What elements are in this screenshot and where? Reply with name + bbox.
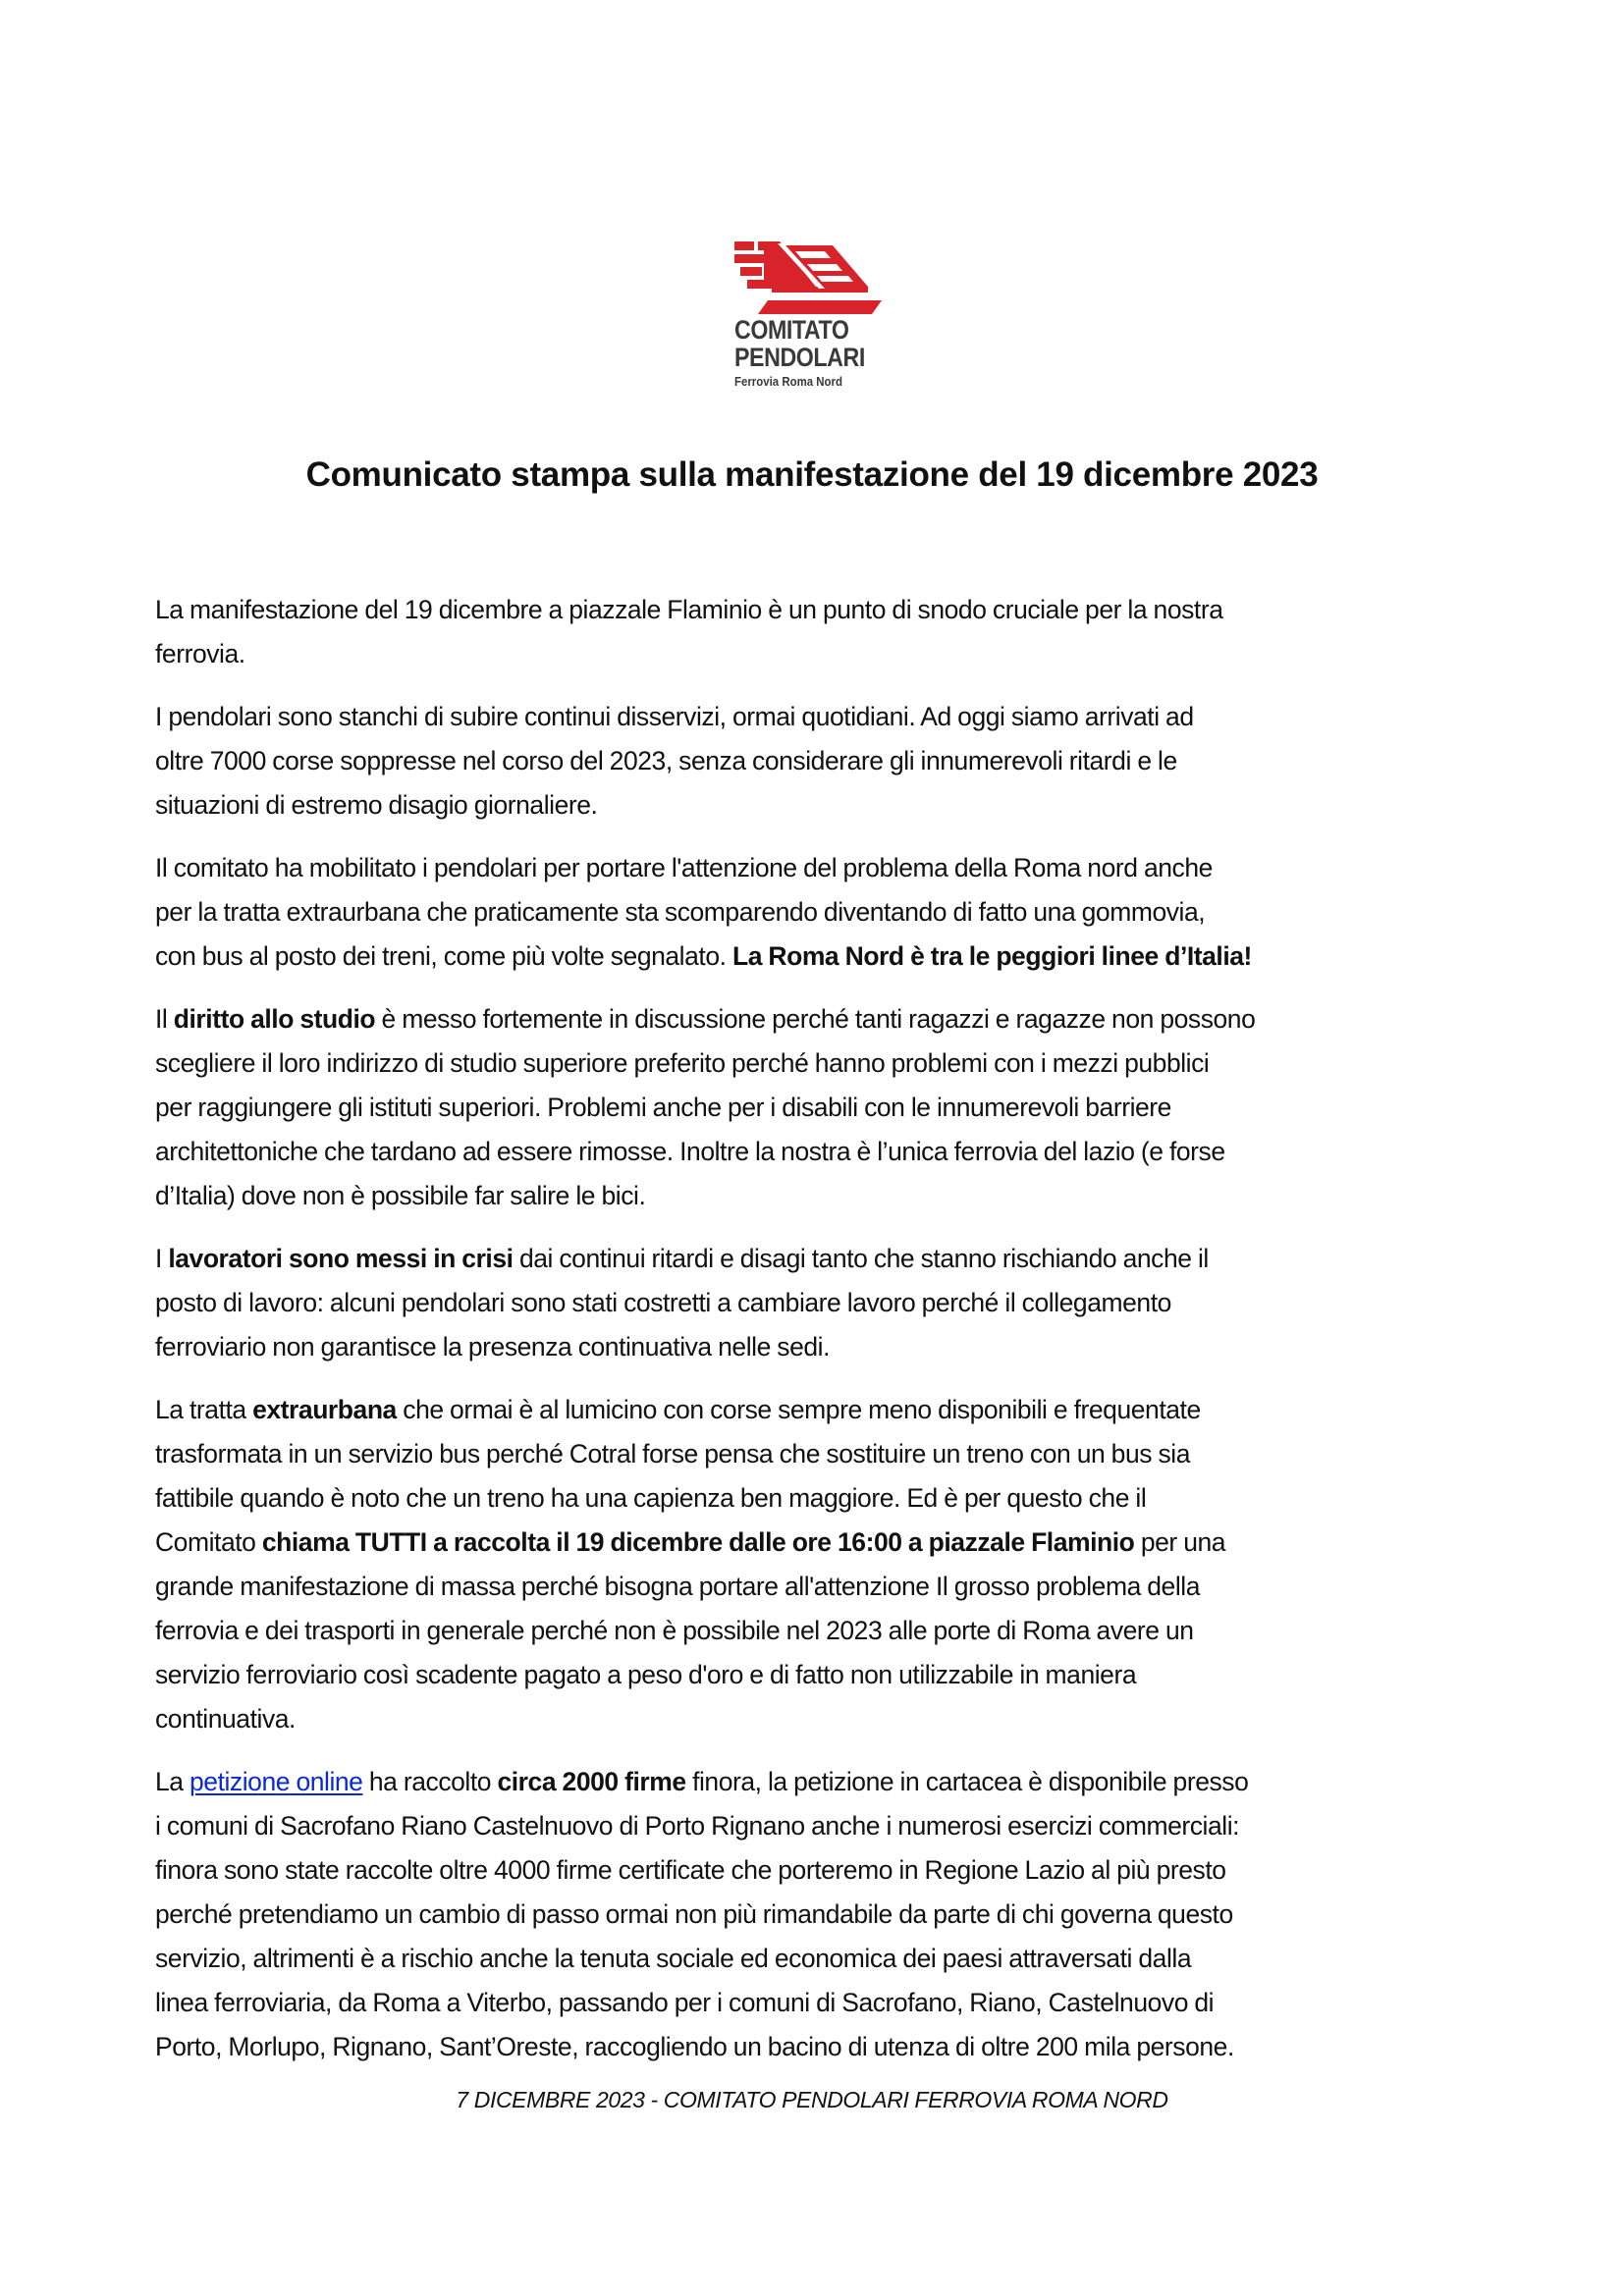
text-line: I pendolari sono stanchi di subire continui disservizi, ormai quotidiani. Ad oggi siamo arrivati ad bbox=[155, 702, 1194, 731]
text-line: per raggiungere gli istituti superiori. Problemi anche per i disabili con le innumerevoli barriere bbox=[155, 1093, 1171, 1122]
text-line: architettoniche che tardano ad essere rimosse. Inoltre la nostra è l’unica ferrovia del lazio (e forse bbox=[155, 1137, 1225, 1166]
bold-text: extraurbana bbox=[252, 1395, 397, 1424]
paragraph-mobilitazione bbox=[155, 846, 1490, 979]
text-line: ferrovia. bbox=[155, 639, 245, 668]
bold-text: chiama TUTTI a raccolta il 19 dicembre dalle ore 16:00 a piazzale Flaminio bbox=[261, 1527, 1135, 1557]
train-logo-icon bbox=[734, 240, 892, 316]
press-release-body bbox=[155, 588, 1490, 2088]
paragraph-petizione bbox=[155, 1760, 1490, 2069]
paragraph-disservizi bbox=[155, 695, 1490, 828]
logo-comitato-pendolari bbox=[734, 240, 892, 391]
text-line: fattibile quando è noto che un treno ha una capienza ben maggiore. Ed è per questo che il bbox=[155, 1483, 1147, 1513]
text-line: ferroviario non garantisce la presenza continuativa nelle sedi. bbox=[155, 1332, 831, 1362]
page-title: Comunicato stampa sulla manifestazione del 19 dicembre 2023 bbox=[305, 455, 1319, 494]
text-segment: La tratta bbox=[155, 1395, 253, 1424]
text-line bbox=[155, 1388, 1490, 1432]
text-line: trasformata in un servizio bus perché Cotral forse pensa che sostituire un treno con un bus sia bbox=[155, 1439, 1190, 1468]
text-segment: che ormai è al lumicino con corse sempre meno disponibili e frequentate bbox=[396, 1395, 1201, 1424]
logo-text-ferrovia-roma-nord: Ferrovia Roma Nord bbox=[734, 374, 842, 389]
text-line: continuativa. bbox=[155, 1704, 296, 1734]
logo-text-pendolari: PENDOLARI bbox=[734, 343, 865, 372]
text-line: ferrovia e dei trasporti in generale perché non è possibile nel 2023 alle porte di Roma avere un bbox=[155, 1616, 1194, 1645]
text-line bbox=[155, 934, 1490, 979]
bold-text: La Roma Nord è tra le peggiori linee d’Italia! bbox=[731, 941, 1252, 971]
text-line bbox=[155, 1237, 1490, 1281]
text-line: i comuni di Sacrofano Riano Castelnuovo di Porto Rignano anche i numerosi esercizi commerciali: bbox=[155, 1811, 1240, 1841]
text-line: servizio, altrimenti è a rischio anche la tenuta sociale ed economica dei paesi attraversati dalla bbox=[155, 1944, 1192, 1973]
text-line: posto di lavoro: alcuni pendolari sono stati costretti a cambiare lavoro perché il collegamento bbox=[155, 1288, 1171, 1317]
document-footer: 7 DICEMBRE 2023 - COMITATO PENDOLARI FERROVIA ROMA NORD bbox=[456, 2087, 1168, 2112]
text-line: situazioni di estremo disagio giornaliere. bbox=[155, 790, 598, 820]
text-line: scegliere il loro indirizzo di studio superiore preferito perché hanno problemi con i mezzi pubblici bbox=[155, 1048, 1210, 1078]
bold-text: diritto allo studio bbox=[173, 1004, 376, 1034]
text-segment: ha raccolto bbox=[362, 1767, 498, 1796]
logo-text-comitato: COMITATO bbox=[734, 315, 849, 345]
text-line: linea ferroviaria, da Roma a Viterbo, passando per i comuni di Sacrofano, Riano, Castelnuovo di bbox=[155, 1988, 1215, 2017]
text-line: d’Italia) dove non è possibile far salire le bici. bbox=[155, 1181, 646, 1210]
text-line: oltre 7000 corse soppresse nel corso del 2023, senza considerare gli innumerevoli ritardi e le bbox=[155, 746, 1177, 775]
text-segment: Il bbox=[155, 1004, 174, 1034]
text-line: per la tratta extraurbana che praticamente sta scomparendo diventando di fatto una gommovia, bbox=[155, 897, 1206, 927]
text-line: Porto, Morlupo, Rignano, Sant’Oreste, raccogliendo un bacino di utenza di oltre 200 mila persone. bbox=[155, 2032, 1234, 2061]
text-line: Il comitato ha mobilitato i pendolari per portare l'attenzione del problema della Roma nord anche bbox=[155, 853, 1213, 882]
text-segment: per una bbox=[1134, 1527, 1226, 1557]
text-line: perché pretendiamo un cambio di passo ormai non più rimandabile da parte di chi governa questo bbox=[155, 1899, 1233, 1929]
text-line: grande manifestazione di massa perché bisogna portare all'attenzione Il grosso problema della bbox=[155, 1572, 1201, 1601]
bold-text: circa 2000 firme bbox=[497, 1767, 686, 1796]
text-segment: è messo fortemente in discussione perché tanti ragazzi e ragazze non possono bbox=[375, 1004, 1256, 1034]
text-segment: Comitato bbox=[155, 1527, 262, 1557]
text-segment: I bbox=[155, 1244, 169, 1273]
text-line: finora sono state raccolte oltre 4000 firme certificate che porteremo in Regione Lazio al più presto bbox=[155, 1855, 1226, 1885]
paragraph-diritto-studio bbox=[155, 997, 1490, 1218]
paragraph-lavoratori bbox=[155, 1237, 1490, 1369]
text-segment: con bus al posto dei treni, come più volte segnalato. bbox=[155, 941, 732, 971]
paragraph-extraurbana bbox=[155, 1388, 1490, 1741]
bold-text: lavoratori sono messi in crisi bbox=[168, 1244, 514, 1273]
text-line: La manifestazione del 19 dicembre a piazzale Flaminio è un punto di snodo cruciale per la nostra bbox=[155, 595, 1223, 624]
text-segment: dai continui ritardi e disagi tanto che stanno rischiando anche il bbox=[513, 1244, 1209, 1273]
petizione-online-link[interactable]: petizione online bbox=[189, 1767, 363, 1796]
text-line: servizio ferroviario così scadente pagato a peso d'oro e di fatto non utilizzabile in maniera bbox=[155, 1660, 1137, 1689]
text-segment: La bbox=[155, 1767, 189, 1796]
text-line bbox=[155, 1760, 1490, 1804]
text-line bbox=[155, 997, 1490, 1041]
paragraph-manifestazione bbox=[155, 588, 1490, 676]
text-segment: finora, la petizione in cartacea è disponibile presso bbox=[685, 1767, 1249, 1796]
text-line bbox=[155, 1521, 1490, 1565]
